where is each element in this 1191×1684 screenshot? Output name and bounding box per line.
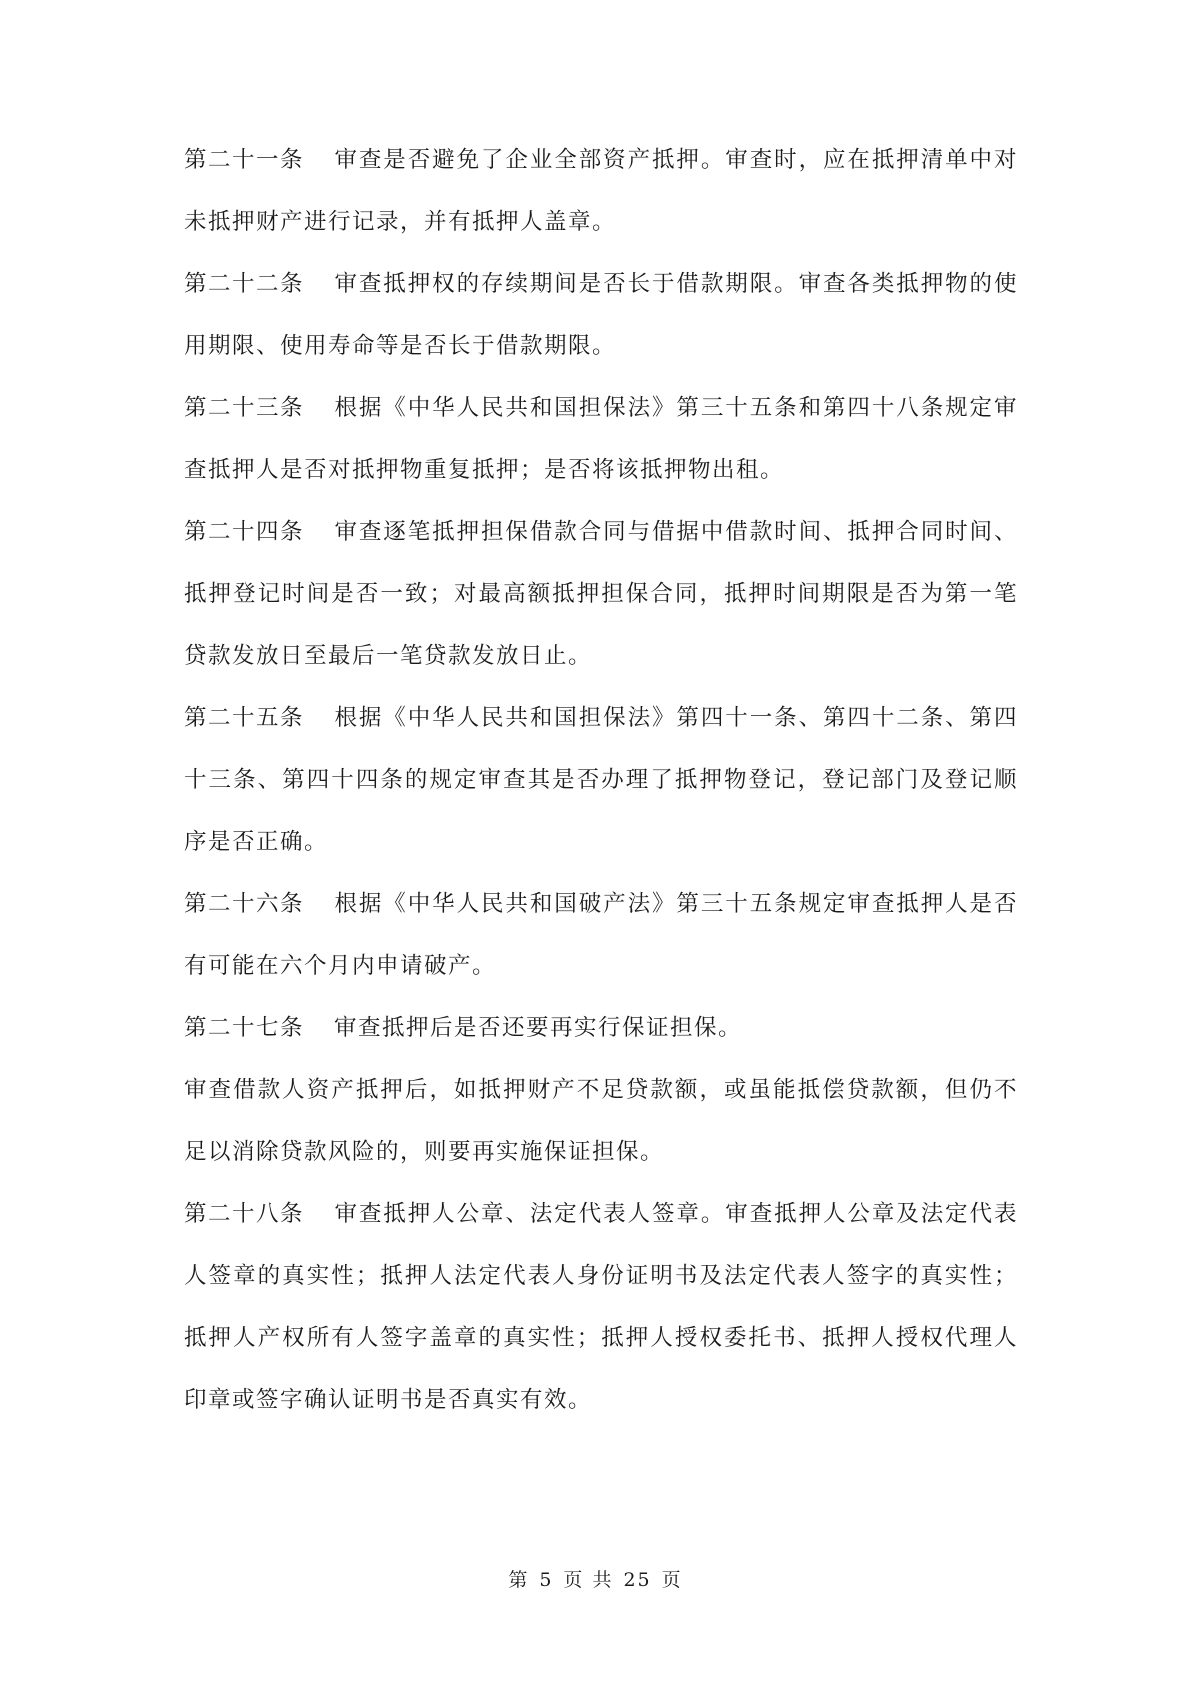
- article-text: 审查抵押权的存续期间是否长于借款期限。审查各类抵押物的使用期限、使用寿命等是否长于借款期限。: [184, 271, 1018, 359]
- article-paragraph: [184, 129, 1018, 253]
- article-number: 第二十四条: [184, 519, 305, 545]
- article-number: 第二十二条: [184, 271, 305, 297]
- article-text: 审查是否避免了企业全部资产抵押。审查时，应在抵押清单中对未抵押财产进行记录，并有抵押人盖章。: [184, 147, 1018, 235]
- article-text: 根据《中华人民共和国破产法》第三十五条规定审查抵押人是否有可能在六个月内申请破产。: [184, 891, 1018, 979]
- total-page-count: 25: [623, 1569, 652, 1591]
- article-paragraph: [184, 253, 1018, 377]
- article-text: 根据《中华人民共和国担保法》第四十一条、第四十二条、第四十三条、第四十四条的规定审查其是否办理了抵押物登记，登记部门及登记顺序是否正确。: [184, 705, 1018, 855]
- article-number: 第二十七条: [184, 1015, 305, 1041]
- continuation-paragraph: [184, 1059, 1018, 1183]
- footer-mid: 页 共: [563, 1569, 614, 1591]
- article-number: 第二十三条: [184, 395, 305, 421]
- article-number: 第二十五条: [184, 705, 305, 731]
- document-body: [184, 129, 1018, 1431]
- article-paragraph: [184, 377, 1018, 501]
- article-number: 第二十八条: [184, 1201, 305, 1227]
- footer-prefix: 第: [508, 1569, 530, 1591]
- article-text: 根据《中华人民共和国担保法》第三十五条和第四十八条规定审查抵押人是否对抵押物重复抵押；是否将该抵押物出租。: [184, 395, 1018, 483]
- article-paragraph: [184, 1183, 1018, 1431]
- current-page-number: 5: [539, 1569, 554, 1591]
- article-paragraph: [184, 997, 1018, 1059]
- article-paragraph: [184, 501, 1018, 687]
- article-number: 第二十一条: [184, 147, 305, 173]
- article-number: 第二十六条: [184, 891, 305, 917]
- article-text: 审查抵押后是否还要再实行保证担保。: [334, 1015, 743, 1041]
- article-text: 审查借款人资产抵押后，如抵押财产不足贷款额，或虽能抵偿贷款额，但仍不足以消除贷款风险的，则要再实施保证担保。: [184, 1077, 1018, 1165]
- article-text: 审查逐笔抵押担保借款合同与借据中借款时间、抵押合同时间、抵押登记时间是否一致；对最高额抵押担保合同，抵押时间期限是否为第一笔贷款发放日至最后一笔贷款发放日止。: [184, 519, 1018, 669]
- footer-suffix: 页: [661, 1569, 683, 1591]
- article-paragraph: [184, 687, 1018, 873]
- article-text: 审查抵押人公章、法定代表人签章。审查抵押人公章及法定代表人签章的真实性；抵押人法定代表人身份证明书及法定代表人签字的真实性；抵押人产权所有人签字盖章的真实性；抵押人授权委托书、抵押人授权代理人印章或签字确认证明书是否真实有效。: [184, 1201, 1018, 1413]
- article-paragraph: [184, 873, 1018, 997]
- page-footer: [0, 1565, 1191, 1592]
